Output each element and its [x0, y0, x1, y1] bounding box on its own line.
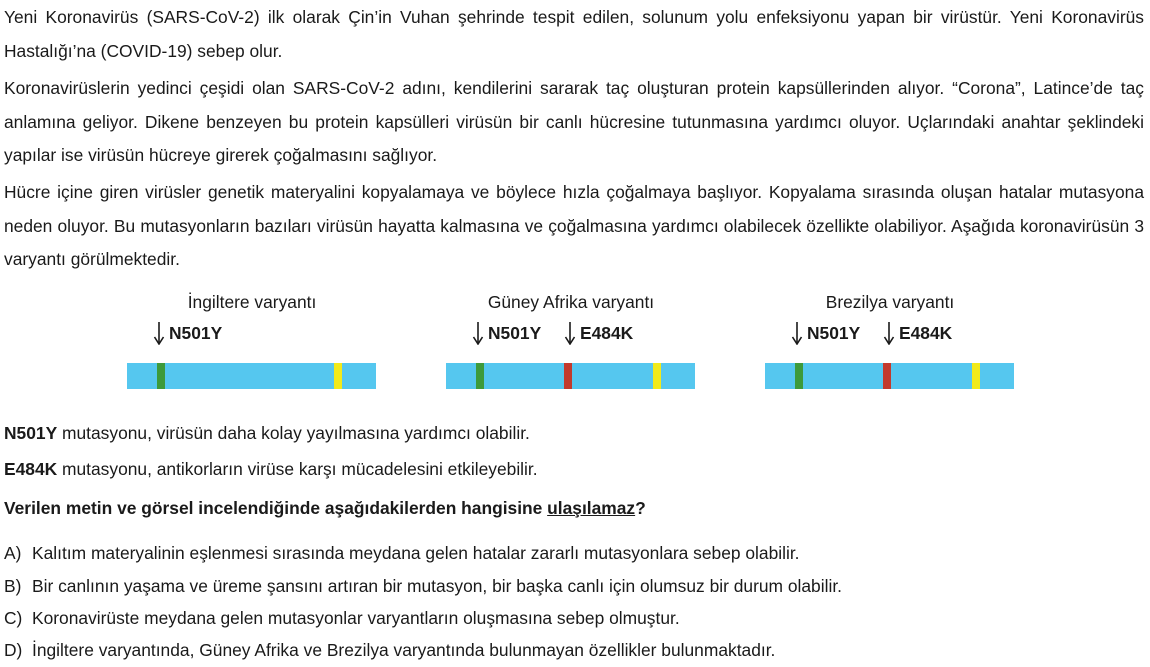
- mutation-label-n501y: [153, 321, 222, 345]
- note-text: mutasyonu, virüsün daha kolay yayılmasına yardımcı olabilir.: [57, 423, 530, 443]
- mutation-label-e484k: [564, 321, 633, 345]
- down-arrow-icon: [564, 321, 576, 345]
- mutation-paragraph: Hücre içine giren virüsler genetik materyalini kopyalamaya ve böylece hızla çoğalmaya başlıyor. Kopyalama sırasında oluşan hatalar mutasyona neden oluyor. Bu mutasyonların bazıları virüsün hayatta kalmasına ve çoğalmasına yardımcı olabilecek özellikte olabiliyor. Aşağıda koronavirüsün 3 varyantı görülmektedir.: [4, 182, 1144, 269]
- question-after: ?: [635, 498, 646, 518]
- mark-n501y: [476, 363, 484, 389]
- mutation-code: N501Y: [807, 323, 861, 343]
- corona-paragraph: Koronavirüslerin yedinci çeşidi olan SARS-CoV-2 adını, kendilerini sararak taç oluşturan protein kapsüllerinden alıyor. “Corona”, Latince’de taç anlamına geliyor. Dikene benzeyen bu protein kapsülleri virüsün bir canlı hücresine tutunmasına yardımcı oluyor. Uçlarındaki anahtar şeklindeki yapılar ise virüsün hücreye girerek çoğalmasını sağlıyor.: [4, 78, 1144, 165]
- question-before: Verilen metin ve görsel incelendiğinde aşağıdakilerden hangisine: [4, 498, 548, 518]
- genome-bar: [765, 363, 1014, 389]
- variant-title: Brezilya varyantı: [825, 292, 955, 312]
- question-keyword: ulaşılamaz: [547, 498, 636, 518]
- note-e484k: [4, 457, 538, 481]
- option-text: Bir canlının yaşama ve üreme şansını artıran bir mutasyon, bir başka canlı için olumsuz bir durum olabilir.: [32, 576, 842, 596]
- option-text: İngiltere varyantında, Güney Afrika ve Brezilya varyantında bulunmayan özellikler bulunmaktadır.: [32, 640, 776, 660]
- mutation-code: N501Y: [488, 323, 542, 343]
- option-letter: A): [4, 543, 22, 563]
- mark-n501y: [795, 363, 803, 389]
- variant-title: İngiltere varyantı: [187, 292, 317, 312]
- genome-bar: [446, 363, 695, 389]
- mutation-code: E484K: [580, 323, 634, 343]
- mutation-label-n501y: [472, 321, 541, 345]
- note-code: E484K: [4, 459, 58, 479]
- note-text: mutasyonu, antikorların virüse karşı mücadelesini etkileyebilir.: [57, 459, 538, 479]
- option-letter: C): [4, 608, 23, 628]
- mutation-code: E484K: [899, 323, 953, 343]
- mark-other: [653, 363, 661, 389]
- mark-e484k: [564, 363, 572, 389]
- mark-e484k: [883, 363, 891, 389]
- option-letter: D): [4, 640, 23, 660]
- mark-other: [334, 363, 342, 389]
- option-letter: B): [4, 576, 22, 596]
- option-text: Kalıtım materyalinin eşlenmesi sırasında meydana gelen hatalar zararlı mutasyonlara sebep olabilir.: [32, 543, 800, 563]
- mark-other: [972, 363, 980, 389]
- down-arrow-icon: [791, 321, 803, 345]
- variant-title: Güney Afrika varyantı: [487, 292, 655, 312]
- answer-option-a[interactable]: [4, 541, 800, 565]
- down-arrow-icon: [153, 321, 165, 345]
- note-code: N501Y: [4, 423, 58, 443]
- genome-bar: [127, 363, 376, 389]
- mark-n501y: [157, 363, 165, 389]
- down-arrow-icon: [883, 321, 895, 345]
- down-arrow-icon: [472, 321, 484, 345]
- option-text: Koronavirüste meydana gelen mutasyonlar varyantların oluşmasına sebep olmuştur.: [32, 608, 680, 628]
- answer-option-c[interactable]: [4, 606, 680, 630]
- note-n501y: [4, 421, 530, 445]
- intro-paragraph: Yeni Koronavirüs (SARS-CoV-2) ilk olarak Çin’in Vuhan şehrinde tespit edilen, solunum yolu enfeksiyonu yapan bir virüstür. Yeni Koronavirüs Hastalığı’na (COVID-19) sebep olur.: [4, 7, 1144, 61]
- answer-option-d[interactable]: [4, 638, 775, 662]
- mutation-label-n501y: [791, 321, 860, 345]
- question-stem: [4, 496, 646, 520]
- mutation-code: N501Y: [169, 323, 223, 343]
- mutation-label-e484k: [883, 321, 952, 345]
- answer-option-b[interactable]: [4, 574, 842, 598]
